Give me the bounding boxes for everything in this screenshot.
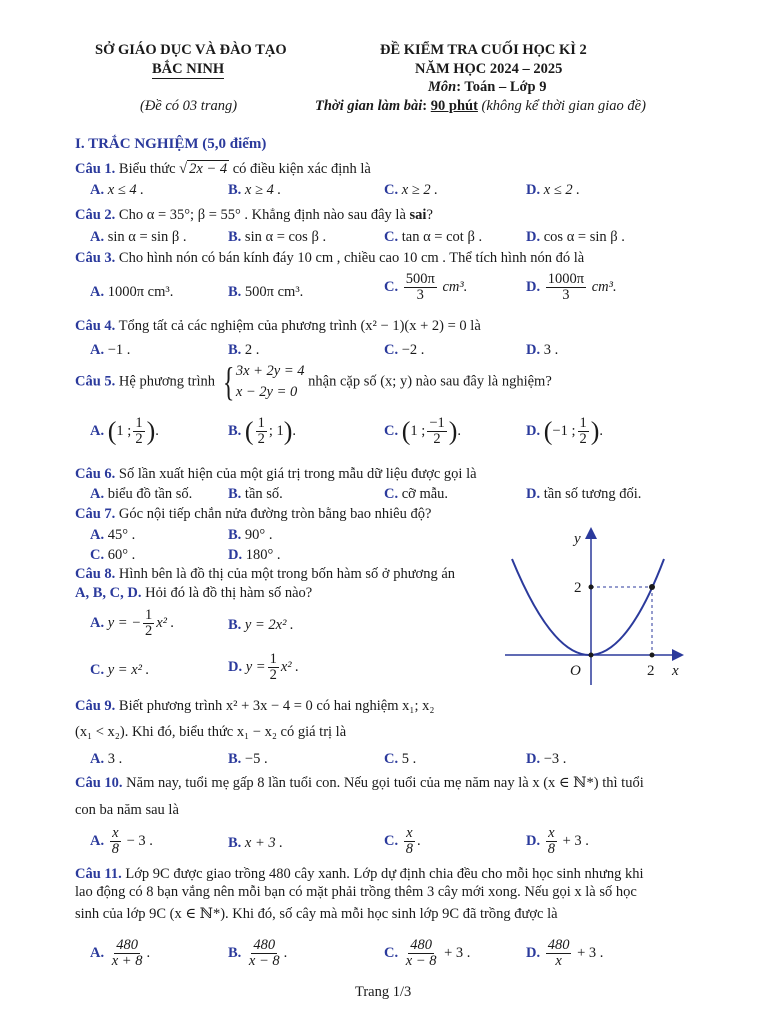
q3-option-c: C. $\frac{500\pi}{3}$ cm³. bbox=[384, 271, 468, 304]
header-time: Thời gian làm bài: 90 phút (không kể thời gian giao đề) bbox=[315, 98, 646, 114]
q1-option-c: C. x ≥ 2 . bbox=[384, 182, 438, 198]
q10-option-d: D. $\frac{x}{8}$ + 3 . bbox=[526, 825, 589, 858]
x-axis-label: x bbox=[672, 663, 679, 679]
equation-system: { 3x + 2y = 4 x − 2y = 0 bbox=[222, 359, 305, 405]
q7-option-b: B. 90° . bbox=[228, 527, 273, 543]
q8-option-c: C. y = x² . bbox=[90, 662, 150, 678]
question-5: Câu 5. Hệ phương trình { 3x + 2y = 4 x − 2y = 0 nhận cặp số (x; y) nào sau đây là nghiệm? bbox=[75, 359, 552, 405]
q11-option-b: B. $\frac{480}{x - 8}$ . bbox=[228, 937, 288, 970]
q1-option-a: A. x ≤ 4 . bbox=[90, 182, 144, 198]
q3-option-d: D. $\frac{1000\pi}{3}$ cm³. bbox=[526, 271, 617, 304]
q11-option-d: D. $\frac{480}{x}$ + 3 . bbox=[526, 937, 604, 970]
q6-option-b: B. tần số. bbox=[228, 486, 283, 502]
q1-option-b: B. x ≥ 4 . bbox=[228, 182, 282, 198]
q4-option-d: D. 3 . bbox=[526, 342, 559, 358]
q2-option-a: A. sin α = sin β . bbox=[90, 229, 187, 245]
question-8: Câu 8. Hình bên là đồ thị của một trong bốn hàm số ở phương án bbox=[75, 566, 456, 582]
q10-option-a: A. $\frac{x}{8}$ − 3 . bbox=[90, 825, 153, 858]
q5-option-d: D. (−1 ; $\frac{1}{2}$ ). bbox=[526, 415, 604, 448]
q11-option-c: C. $\frac{480}{x - 8}$ + 3 . bbox=[384, 937, 471, 970]
y-tick-label: 2 bbox=[574, 580, 582, 596]
q6-option-a: A. biểu đồ tần số. bbox=[90, 486, 193, 502]
q7-option-d: D. 180° . bbox=[228, 547, 281, 563]
question-11-line3: sinh của lớp 9C (x ∈ ℕ*). Khi đó, số cây mà mỗi học sinh lớp 9C đã trồng được là bbox=[75, 906, 558, 922]
header-subject: Môn: Toán – Lớp 9 bbox=[428, 79, 547, 95]
q8-option-b: B. y = 2x² . bbox=[228, 617, 294, 633]
point-tick-y bbox=[589, 585, 594, 590]
q2-option-b: B. sin α = cos β . bbox=[228, 229, 327, 245]
q4-option-c: C. −2 . bbox=[384, 342, 425, 358]
q9-option-d: D. −3 . bbox=[526, 751, 567, 767]
q6-option-d: D. tần số tương đối. bbox=[526, 486, 642, 502]
question-10-line2: con ba năm sau là bbox=[75, 802, 179, 818]
page-number: Trang 1/3 bbox=[355, 984, 412, 1000]
header-school-year: NĂM HỌC 2024 – 2025 bbox=[415, 61, 563, 77]
q8-option-a: A. y = − $\frac{1}{2}$ x² . bbox=[90, 607, 175, 640]
q5-option-a: A. (1 ; $\frac{1}{2}$ ). bbox=[90, 415, 159, 448]
question-2: Câu 2. Cho α = 35°; β = 55° . Khẳng định nào sau đây là sai? bbox=[75, 207, 433, 223]
q6-option-c: C. cỡ mẫu. bbox=[384, 486, 449, 502]
parabola-curve bbox=[512, 559, 664, 655]
header-province: BẮC NINH bbox=[152, 61, 225, 77]
q10-option-b: B. x + 3 . bbox=[228, 835, 283, 851]
q9-option-a: A. 3 . bbox=[90, 751, 123, 767]
q5-option-c: C. (1 ; $\frac{-1}{2}$ ). bbox=[384, 415, 462, 448]
header-department: SỞ GIÁO DỤC VÀ ĐÀO TẠO bbox=[95, 42, 287, 58]
q3-option-a: A. 1000π cm³. bbox=[90, 284, 174, 300]
question-9-line2: (x₁ < x₂). Khi đó, biểu thức x₁ − x₂ có giá trị là bbox=[75, 724, 347, 740]
q1-option-d: D. x ≤ 2 . bbox=[526, 182, 580, 198]
y-axis-label: y bbox=[574, 531, 581, 547]
q10-option-c: C. $\frac{x}{8}$ . bbox=[384, 825, 421, 858]
q9-option-c: C. 5 . bbox=[384, 751, 417, 767]
x-tick-label: 2 bbox=[647, 663, 655, 679]
question-10: Câu 10. Năm nay, tuổi mẹ gấp 8 lần tuổi con. Nếu gọi tuổi của mẹ năm nay là x (x ∈ ℕ*) thì tuổi bbox=[75, 775, 644, 791]
q2-option-d: D. cos α = sin β . bbox=[526, 229, 625, 245]
header-page-count: (Đề có 03 trang) bbox=[140, 98, 238, 114]
header-exam-title: ĐỀ KIỂM TRA CUỐI HỌC KÌ 2 bbox=[380, 42, 587, 58]
q7-option-c: C. 60° . bbox=[90, 547, 136, 563]
q8-option-d: D. y = $\frac{1}{2}$ x² . bbox=[228, 651, 299, 684]
origin-label: O bbox=[570, 663, 581, 679]
q4-option-b: B. 2 . bbox=[228, 342, 260, 358]
q5-option-b: B. ( $\frac{1}{2}$ ; 1). bbox=[228, 415, 297, 448]
question-1: Câu 1. Biểu thức √ 2x − 4 có điều kiện xác định là bbox=[75, 161, 371, 177]
question-11: Câu 11. Lớp 9C được giao trồng 480 cây xanh. Lớp dự định chia đều cho mỗi học sinh nhưng khi bbox=[75, 866, 644, 882]
q11-option-a: A. $\frac{480}{x + 8}$ . bbox=[90, 937, 151, 970]
point-tick-x bbox=[650, 653, 655, 658]
question-8-line2: A, B, C, D. Hỏi đó là đồ thị hàm số nào? bbox=[75, 585, 313, 601]
q7-option-a: A. 45° . bbox=[90, 527, 136, 543]
parabola-graph bbox=[500, 525, 690, 690]
question-9: Câu 9. Biết phương trình x² + 3x − 4 = 0 có hai nghiệm x₁; x₂ bbox=[75, 698, 435, 714]
section-title: I. TRẮC NGHIỆM (5,0 điểm) bbox=[75, 136, 267, 152]
question-6: Câu 6. Số lần xuất hiện của một giá trị trong mẫu dữ liệu được gọi là bbox=[75, 466, 477, 482]
question-7: Câu 7. Góc nội tiếp chắn nửa đường tròn bằng bao nhiêu độ? bbox=[75, 506, 432, 522]
q4-option-a: A. −1 . bbox=[90, 342, 131, 358]
question-3: Câu 3. Cho hình nón có bán kính đáy 10 cm , chiều cao 10 cm . Thể tích hình nón đó là bbox=[75, 250, 585, 266]
q9-option-b: B. −5 . bbox=[228, 751, 268, 767]
question-11-line2: lao động có 8 bạn vắng nên mỗi bạn có mặt phải trồng thêm 3 cây mới xong. Nếu gọi x là số học bbox=[75, 884, 637, 900]
q2-option-c: C. tan α = cot β . bbox=[384, 229, 483, 245]
point-2-2 bbox=[649, 584, 655, 590]
question-4: Câu 4. Tổng tất cả các nghiệm của phương trình (x² − 1)(x + 2) = 0 là bbox=[75, 318, 481, 334]
point-origin bbox=[589, 653, 594, 658]
q3-option-b: B. 500π cm³. bbox=[228, 284, 304, 300]
